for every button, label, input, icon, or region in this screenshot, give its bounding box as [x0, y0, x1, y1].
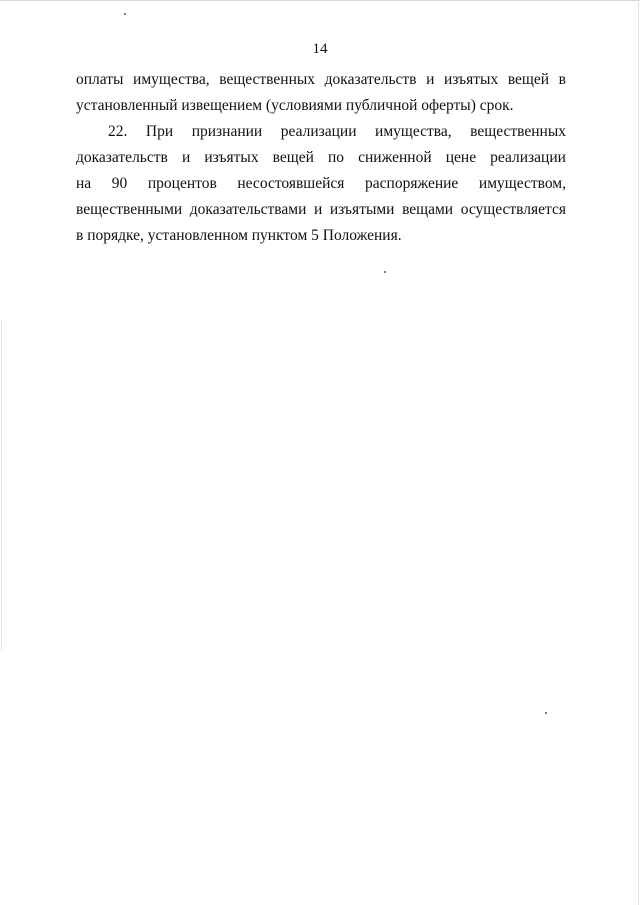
word: и [181, 149, 191, 166]
word: на [76, 175, 92, 192]
word: вещей [507, 71, 550, 88]
word: реализации [490, 149, 566, 166]
text-line [76, 67, 566, 93]
scan-speck [124, 13, 126, 15]
word: доказательств [76, 149, 168, 166]
text-line [76, 93, 566, 119]
word: изъятых [443, 71, 499, 88]
word: имущества, [375, 123, 452, 140]
word: вещами [402, 201, 454, 218]
word: цене [445, 149, 477, 166]
line-text: в порядке, установленном пунктом 5 Положения. [76, 227, 402, 244]
word: вещественными [76, 201, 183, 218]
word: 90 [111, 175, 128, 192]
scan-edge-top [0, 0, 640, 1]
word: доказательств [324, 71, 417, 88]
word: реализации [280, 123, 357, 140]
word: изъятыми [329, 201, 395, 218]
text-line [76, 119, 566, 145]
word: несостоявшейся [237, 175, 345, 192]
text-line [76, 171, 566, 197]
word: в [558, 71, 566, 88]
word: При [145, 123, 174, 140]
word: сниженной [358, 149, 432, 166]
paragraph-continuation [76, 67, 566, 119]
word: вещественных [470, 123, 566, 140]
text-line [76, 145, 566, 171]
line-text: установленный извещением (условиями публичной оферты) срок. [76, 97, 514, 114]
word: оплаты [76, 71, 124, 88]
paragraph-item-22 [76, 119, 566, 249]
word: и [314, 201, 323, 218]
text-line [76, 223, 566, 249]
word: осуществляется [460, 201, 566, 218]
text-line [76, 197, 566, 223]
word: вещественных [219, 71, 316, 88]
word: по [327, 149, 345, 166]
word: процентов [147, 175, 217, 192]
page-number: 14 [312, 41, 328, 57]
word: распоряжение [365, 175, 459, 192]
scan-edge-left [1, 320, 2, 650]
word: доказательствами [189, 201, 307, 218]
word: и [426, 71, 435, 88]
word: признании [191, 123, 263, 140]
word: имуществом, [478, 175, 566, 192]
scan-speck [384, 271, 386, 273]
scan-edge-right [638, 0, 639, 905]
word: имущества, [133, 71, 210, 88]
word: изъятых [204, 149, 259, 166]
item-number: 22. [108, 123, 128, 140]
word: вещей [272, 149, 314, 166]
scan-speck [545, 712, 547, 714]
